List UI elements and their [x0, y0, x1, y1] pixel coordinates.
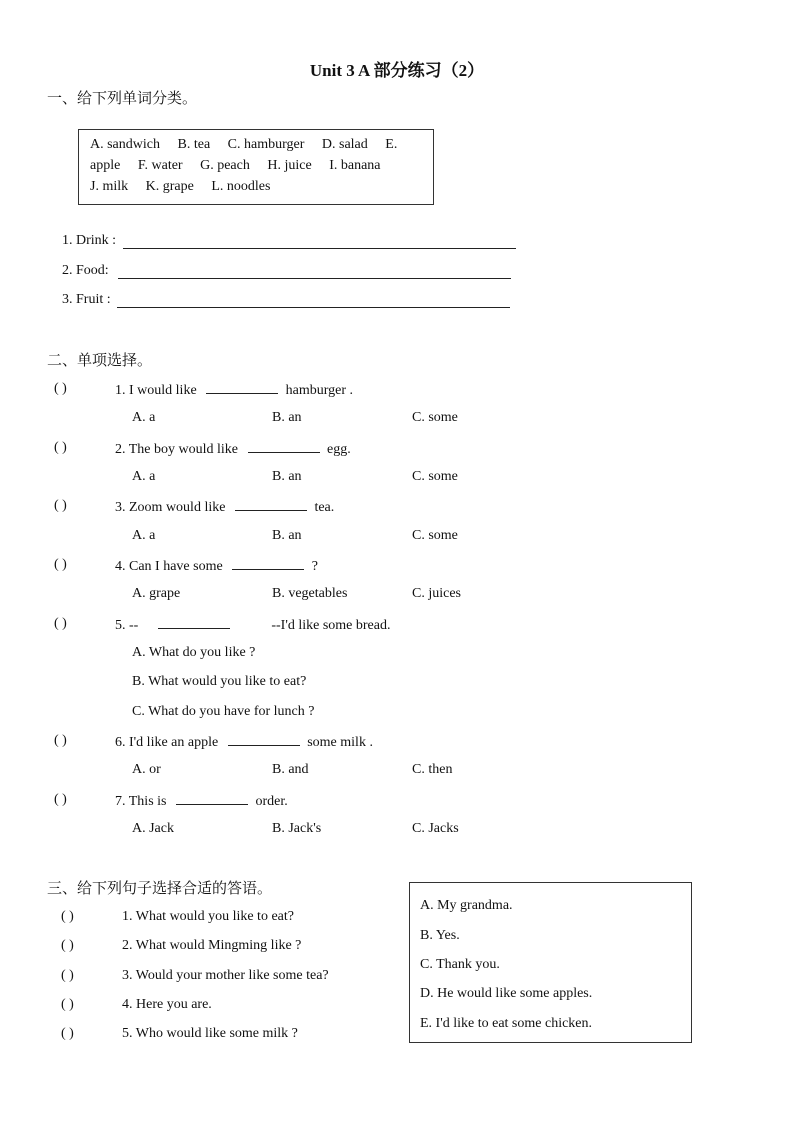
- question-row: [115, 557, 318, 575]
- answer-options-box: [409, 882, 692, 1043]
- answer-paren[interactable]: ( ): [54, 557, 67, 572]
- word-item: L. noodles: [211, 179, 271, 194]
- question-text: ?: [311, 559, 318, 574]
- question-text: --I'd like some bread.: [271, 618, 391, 633]
- answer-paren[interactable]: ( ): [54, 616, 67, 631]
- option-c: C. What do you have for lunch ?: [132, 704, 315, 719]
- word-item: E.: [385, 137, 398, 152]
- option-c: C. some: [412, 528, 458, 543]
- option-b: B. an: [272, 469, 302, 484]
- answer-option: E. I'd like to eat some chicken.: [420, 1016, 593, 1031]
- question-text: order.: [255, 794, 288, 809]
- answer-paren[interactable]: ( ): [61, 968, 74, 983]
- blank-line[interactable]: [232, 557, 304, 570]
- option-c: C. Jacks: [412, 821, 459, 836]
- question-text: 2. The boy would like: [115, 442, 239, 457]
- section1-heading: 一、给下列单词分类。: [47, 91, 198, 107]
- answer-paren[interactable]: ( ): [54, 381, 67, 396]
- answer-option: A. My grandma.: [420, 898, 513, 913]
- word-item: apple: [90, 158, 121, 173]
- blank-line[interactable]: [248, 440, 320, 453]
- option-b: B. an: [272, 528, 302, 543]
- option-c: C. then: [412, 762, 453, 777]
- word-item: K. grape: [145, 179, 194, 194]
- word-line-1: [90, 137, 397, 153]
- answer-paren[interactable]: ( ): [54, 498, 67, 513]
- question-row: [115, 381, 353, 399]
- word-line-2: [90, 158, 395, 174]
- answer-paren[interactable]: ( ): [61, 909, 74, 924]
- option-b: B. What would you like to eat?: [132, 674, 307, 689]
- option-b: B. an: [272, 410, 302, 425]
- category-food-label: 2. Food:: [62, 263, 109, 278]
- category-food-answer-line[interactable]: [118, 278, 511, 279]
- word-line-3: [90, 179, 284, 195]
- category-fruit-label: 3. Fruit :: [62, 292, 111, 307]
- question-row: [115, 440, 351, 458]
- blank-line[interactable]: [206, 381, 278, 394]
- answer-paren[interactable]: ( ): [54, 733, 67, 748]
- answer-option: D. He would like some apples.: [420, 986, 593, 1001]
- word-item: B. tea: [177, 137, 211, 152]
- blank-line[interactable]: [158, 616, 230, 629]
- word-item: D. salad: [321, 137, 368, 152]
- answer-paren[interactable]: ( ): [61, 997, 74, 1012]
- question-text: 3. Zoom would like: [115, 500, 226, 515]
- answer-option: B. Yes.: [420, 928, 460, 943]
- section2-heading: 二、单项选择。: [47, 353, 153, 369]
- option-c: C. some: [412, 410, 458, 425]
- category-fruit-answer-line[interactable]: [117, 307, 510, 308]
- answer-option: C. Thank you.: [420, 957, 500, 972]
- answer-paren[interactable]: ( ): [54, 440, 67, 455]
- word-item: I. banana: [329, 158, 381, 173]
- blank-line[interactable]: [228, 733, 300, 746]
- answer-paren[interactable]: ( ): [61, 1026, 74, 1041]
- option-a: A. a: [132, 410, 156, 425]
- question-text: 5. --: [115, 618, 139, 633]
- blank-line[interactable]: [235, 498, 307, 511]
- option-b: B. Jack's: [272, 821, 322, 836]
- option-b: B. and: [272, 762, 309, 777]
- blank-line[interactable]: [176, 792, 248, 805]
- option-b: B. vegetables: [272, 586, 348, 601]
- question-text: 1. I would like: [115, 383, 197, 398]
- word-item: G. peach: [200, 158, 250, 173]
- match-question: 4. Here you are.: [122, 997, 212, 1012]
- question-text: hamburger .: [285, 383, 354, 398]
- answer-paren[interactable]: ( ): [54, 792, 67, 807]
- category-drink-answer-line[interactable]: [123, 248, 516, 249]
- option-a: A. a: [132, 528, 156, 543]
- question-text: 7. This is: [115, 794, 167, 809]
- word-item: A. sandwich: [90, 137, 160, 152]
- question-text: egg.: [327, 442, 351, 457]
- word-box: [78, 129, 434, 205]
- word-item: F. water: [137, 158, 183, 173]
- match-question: 1. What would you like to eat?: [122, 909, 294, 924]
- question-row: [115, 616, 390, 634]
- option-a: A. a: [132, 469, 156, 484]
- option-c: C. juices: [412, 586, 461, 601]
- word-item: C. hamburger: [227, 137, 305, 152]
- category-drink-label: 1. Drink :: [62, 233, 117, 248]
- match-question: 3. Would your mother like some tea?: [122, 968, 329, 983]
- option-a: A. What do you like ?: [132, 645, 256, 660]
- section3-heading: 三、给下列句子选择合适的答语。: [47, 881, 273, 897]
- answer-paren[interactable]: ( ): [61, 938, 74, 953]
- question-row: [115, 792, 288, 810]
- question-text: 4. Can I have some: [115, 559, 223, 574]
- option-c: C. some: [412, 469, 458, 484]
- option-a: A. or: [132, 762, 161, 777]
- question-text: tea.: [314, 500, 335, 515]
- question-row: [115, 498, 334, 516]
- question-text: 6. I'd like an apple: [115, 735, 219, 750]
- word-item: H. juice: [267, 158, 312, 173]
- option-a: A. Jack: [132, 821, 174, 836]
- option-a: A. grape: [132, 586, 181, 601]
- word-item: J. milk: [90, 179, 129, 194]
- question-row: [115, 733, 373, 751]
- match-question: 2. What would Mingming like ?: [122, 938, 302, 953]
- question-text: some milk .: [307, 735, 373, 750]
- page-title: Unit 3 A 部分练习（2）: [309, 61, 485, 80]
- match-question: 5. Who would like some milk ?: [122, 1026, 298, 1041]
